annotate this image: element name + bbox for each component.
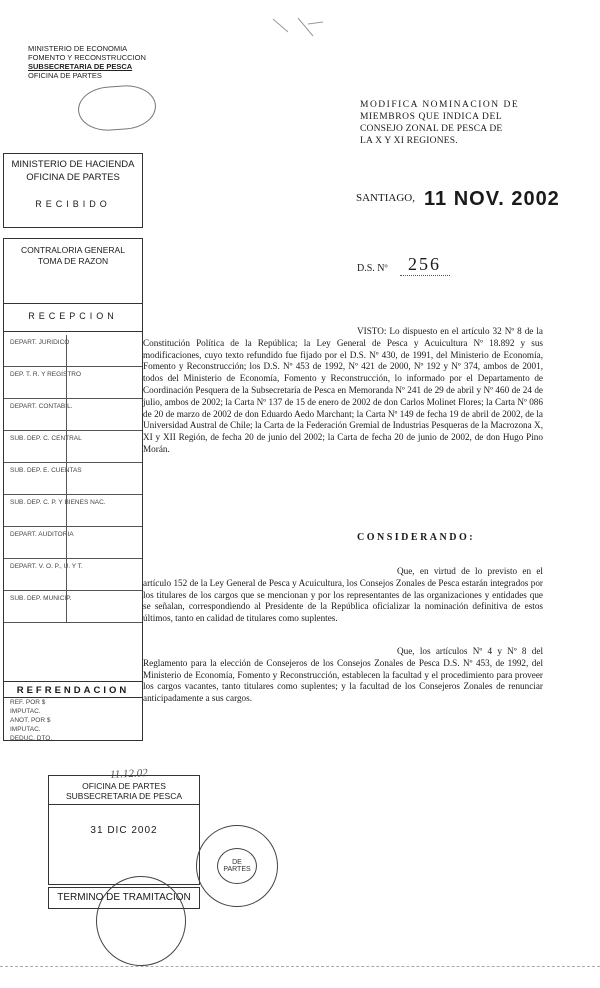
title-line-4: LA X Y XI REGIONES. (360, 136, 458, 146)
divider (4, 331, 142, 332)
title-line-2: MIEMBROS QUE INDICA DEL (360, 112, 503, 122)
decree-underline (400, 275, 450, 276)
decree-label: D.S. Nº (357, 263, 388, 274)
round-seal-stamp-2 (96, 876, 186, 966)
hacienda-line-1: MINISTERIO DE HACIENDA (11, 159, 135, 170)
refrendacion-fields (3, 696, 143, 741)
considerando-heading: CONSIDERANDO: (357, 532, 476, 543)
routing-rows (4, 335, 142, 623)
contraloria-stamp (3, 238, 143, 698)
divider (4, 681, 142, 682)
routing-row: DEPART. JURIDICO (4, 335, 142, 367)
document-title (360, 99, 538, 147)
oficina-date: 31 DIC 2002 (90, 825, 158, 836)
considerando-paragraph-2: Que, los artículos Nº 4 y Nº 8 del Reglamento para la elección de Consejeros de los Consejos Zonales de Pesca D.S. Nº 453, de 1992, del Ministerio de Economía, Fomento y Reconstrucción, establecen la facultad y el procedimiento para proveer los cargos vacantes, tanto titulares como suplentes; y la facultad de los Consejeros Zonales de renunciar anticipadamente a sus cargos. (143, 646, 543, 704)
refrendacion-label: REFRENDACION (16, 685, 130, 696)
round-seal-stamp (196, 825, 278, 907)
ref-row: DEDUC. DTO. (10, 735, 53, 742)
routing-row: DEPART. V. O. P., U. Y T. (4, 559, 142, 591)
routing-row: SUB. DEP. MUNICIP. (4, 591, 142, 623)
date-stamp: 11 NOV. 2002 (424, 188, 560, 210)
routing-row: DEPART. CONTABIL. (4, 399, 142, 431)
routing-row: SUB. DEP. C. CENTRAL (4, 431, 142, 463)
oficina-partes-stamp (48, 775, 200, 885)
scan-edge (0, 966, 600, 967)
routing-row: DEPART. AUDITORIA (4, 527, 142, 559)
title-line-1: MODIFICA NOMINACION DE (360, 100, 520, 110)
contraloria-line-2: TOMA DE RAZON (37, 256, 109, 266)
ref-row: IMPUTAC. (10, 726, 41, 733)
round-seal-inner: DE PARTES (217, 848, 257, 884)
hacienda-line-2: OFICINA DE PARTES (26, 172, 120, 183)
visto-paragraph: VISTO: Lo dispuesto en el artículo 32 Nº 8 de la Constitución Política de la República; la Ley General de Pesca y Acuicultura Nº 18.892 y sus modificaciones, cuyo texto refundido fue fijado por el D.S. Nº 430, de 1991, del Ministerio de Economía, Fomento y Reconstrucción; los D.S. Nº 453 de 1992, Nº 421 de 2000, Nº 192 y Nº 374, ambos de 2001, todos del Ministerio de Economía, Fomento y Reconstrucción, lo informado por el Departamento de Coordinación Pesquera de la Subsecretaría de Pesca en Memoranda Nº 241 de 29 de abril y Nº 460 de 24 de julio, ambos de 2002; la Carta Nº 137 de 15 de enero de 2002 de don Carlos Molinet Flores; la Carta Nº 086 de 20 de marzo de 2002 de don Eduardo Aedo Marchant; la Carta Nº 149 de fecha 19 de abril de 2002, de la Universidad Austral de Chile; la Carta de la Federación Gremial de Industrias Pesqueras de la Macrozona X, XI y XII Región, de fecha 20 de junio del 2002; la Carta de fecha 20 de junio de 2002, de don Hugo Pino Morán. (143, 326, 543, 454)
ministry-line-3: SUBSECRETARIA DE PESCA (28, 62, 133, 71)
ministry-line-1: MINISTERIO DE ECONOMIA (28, 44, 128, 53)
routing-row: SUB. DEP. C. P. Y BIENES NAC. (4, 495, 142, 527)
divider (4, 303, 142, 304)
routing-row: SUB. DEP. E. CUENTAS (4, 463, 142, 495)
hacienda-stamp (3, 153, 143, 228)
date-place: SANTIAGO, (356, 192, 415, 204)
scan-mark (268, 14, 328, 44)
ministry-line-4: OFICINA DE PARTES (28, 71, 102, 80)
recepcion-label: RECEPCION (28, 311, 118, 321)
ref-row: ANOT. POR $ (10, 717, 51, 724)
small-oval-stamp (77, 83, 158, 132)
ministry-header (28, 44, 178, 80)
oficina-line-1: OFICINA DE PARTES (82, 781, 166, 791)
contraloria-line-1: CONTRALORIA GENERAL (21, 245, 125, 255)
oficina-line-2: SUBSECRETARIA DE PESCA (49, 791, 199, 805)
termino-tramitacion-stamp: TERMINO DE TRAMITACION (48, 887, 200, 909)
title-line-3: CONSEJO ZONAL DE PESCA DE (360, 124, 503, 134)
ref-row: REF. POR $ (10, 699, 46, 706)
hacienda-status: RECIBIDO (35, 199, 111, 209)
handwritten-date: 11.12.02 (109, 767, 148, 781)
routing-row: DEP. T. R. Y REGISTRO (4, 367, 142, 399)
considerando-paragraph-1: Que, en virtud de lo previsto en el artículo 152 de la Ley General de Pesca y Acuicultura, los Consejos Zonales de Pesca estarán integrados por los titulares de los cargos que se mencionan y por los representantes de las organizaciones y entidades que se señalan, correspondiendo al Presidente de la República oficializar la nominación definitiva de estos últimos, tanto en calidad de titulares como suplentes. (143, 566, 543, 624)
ministry-line-2: FOMENTO Y RECONSTRUCCION (28, 53, 146, 62)
ref-row: IMPUTAC. (10, 708, 41, 715)
decree-number: 256 (408, 254, 441, 274)
